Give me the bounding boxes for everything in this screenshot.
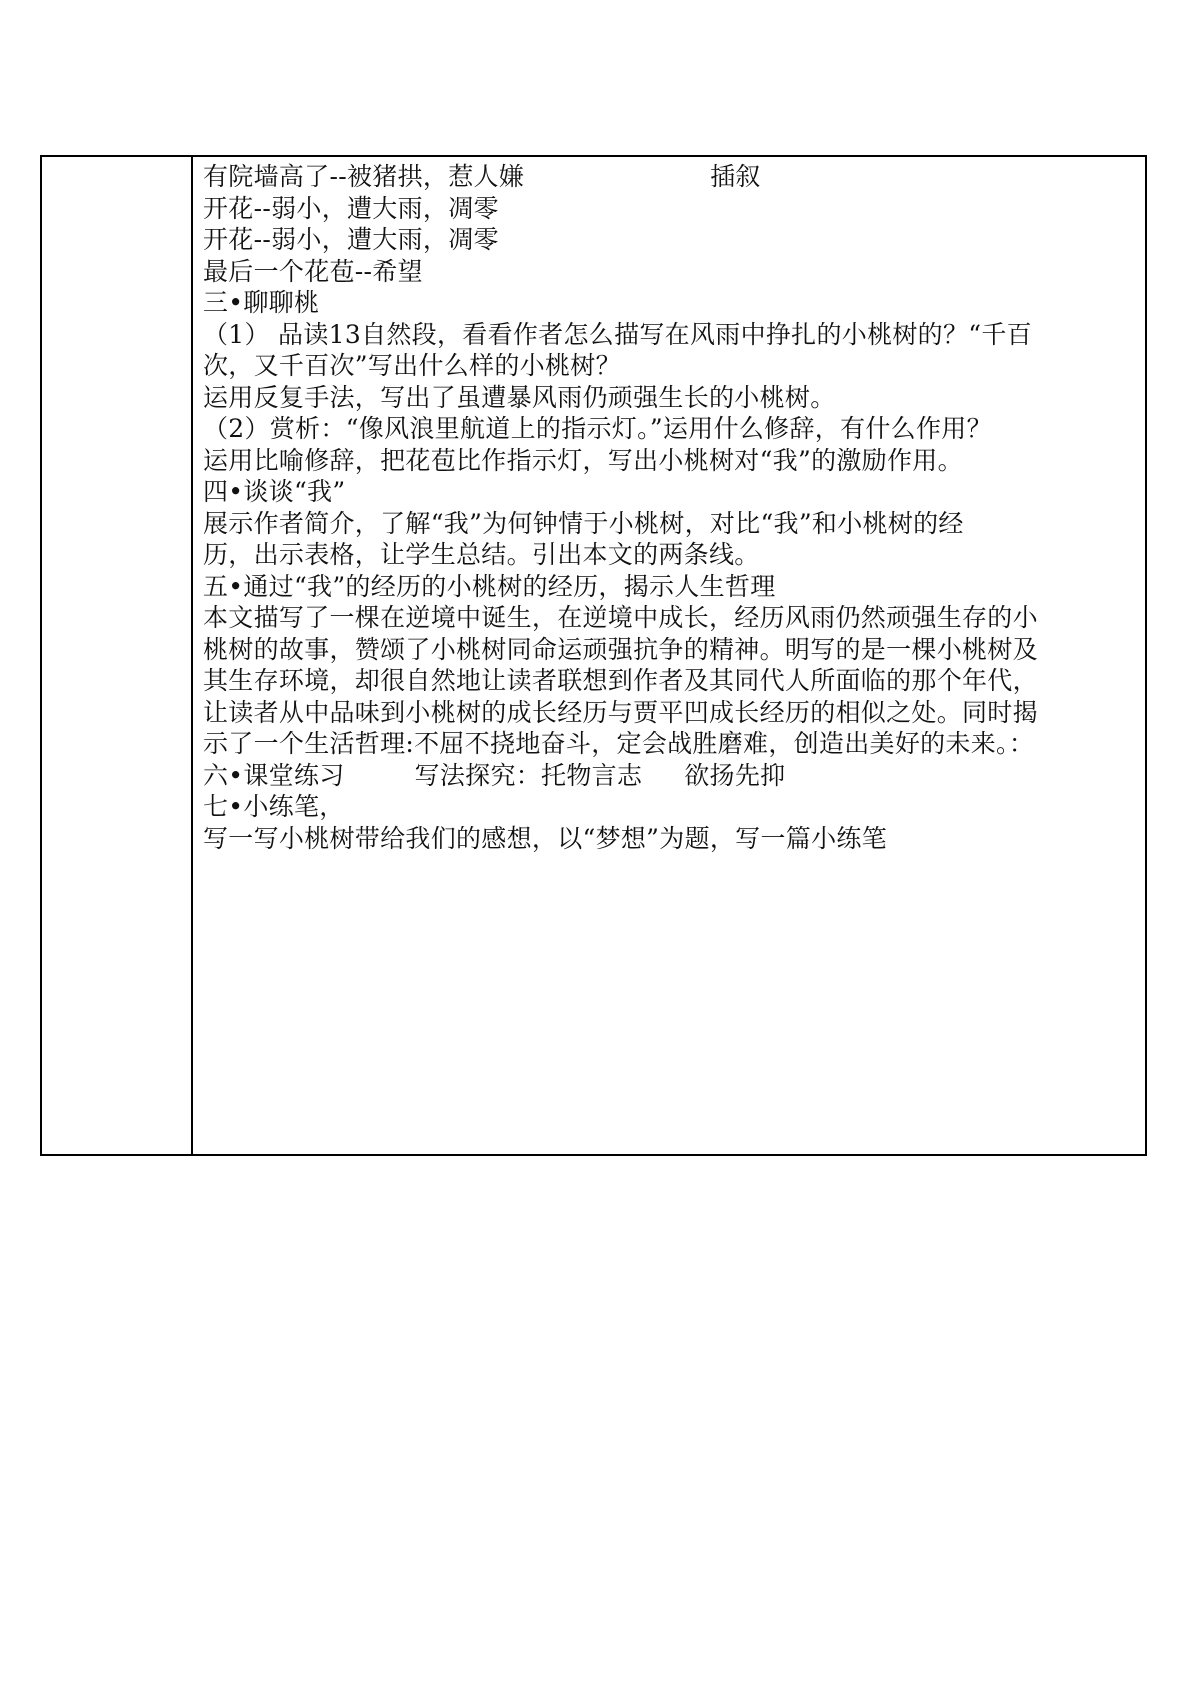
text-line: 示了一个生活哲理:不屈不挠地奋斗，定会战胜磨难，创造出美好的未来。：	[203, 729, 1035, 758]
text-line: 开花--弱小，遭大雨，凋零	[203, 193, 499, 223]
line-text: 有院墙高了--被猪拱，惹人嫌	[203, 162, 525, 191]
section-heading: 七•小练笔，	[203, 792, 345, 821]
content-column-cell	[193, 157, 1145, 1154]
text-line: 运用反复手法，写出了虽遭暴风雨仍顽强生长的小桃树。	[203, 382, 836, 412]
text-line: 展示作者简介，了解“我”为何钟情于小桃树，对比“我”和小桃树的经	[203, 508, 964, 538]
section-heading	[203, 760, 1137, 792]
text-line: 运用比喻修辞，把花苞比作指示灯，写出小桃树对“我”的激励作用。	[203, 445, 963, 475]
text-line: 桃树的故事，赞颂了小桃树同命运顽强抗争的精神。明写的是一棵小桃树及	[203, 634, 1038, 664]
annotation-label: 欲扬先抑	[684, 760, 786, 790]
label-column-cell	[42, 157, 193, 1154]
text-line: 开花--弱小，遭大雨，凋零	[203, 225, 499, 254]
text-line: 次，又千百次”写出什么样的小桃树？	[203, 351, 621, 380]
annotation-label: 写法探究：托物言志	[414, 760, 643, 790]
line-text: 六•课堂练习	[203, 760, 345, 790]
text-line: 最后一个花苞--希望	[203, 256, 423, 286]
text-line: （2）赏析：“像风浪里航道上的指示灯。”运用什么修辞，有什么作用？	[203, 414, 992, 443]
text-line: 历，出示表格，让学生总结。引出本文的两条线。	[203, 540, 760, 569]
lesson-plan-table	[40, 155, 1147, 1156]
annotation-label: 插叙	[710, 162, 761, 191]
text-line: 让读者从中品味到小桃树的成长经历与贾平凹成长经历的相似之处。同时揭	[203, 697, 1038, 727]
text-line: （1） 品读13自然段，看看作者怎么描写在风雨中挣扎的小桃树的？“千百	[203, 319, 1032, 349]
text-line: 写一写小桃树带给我们的感想，以“梦想”为题，写一篇小练笔	[203, 823, 887, 853]
text-line: 本文描写了一棵在逆境中诞生，在逆境中成长，经历风雨仍然顽强生存的小	[203, 603, 1038, 632]
section-heading: 三•聊聊桃	[203, 288, 320, 317]
section-heading: 五•通过“我”的经历的小桃树的经历，揭示人生哲理	[203, 571, 776, 601]
text-line	[203, 161, 1137, 193]
section-heading: 四•谈谈“我”	[203, 477, 346, 506]
text-line: 其生存环境，却很自然地让读者联想到作者及其同代人所面临的那个年代，	[203, 666, 1038, 695]
